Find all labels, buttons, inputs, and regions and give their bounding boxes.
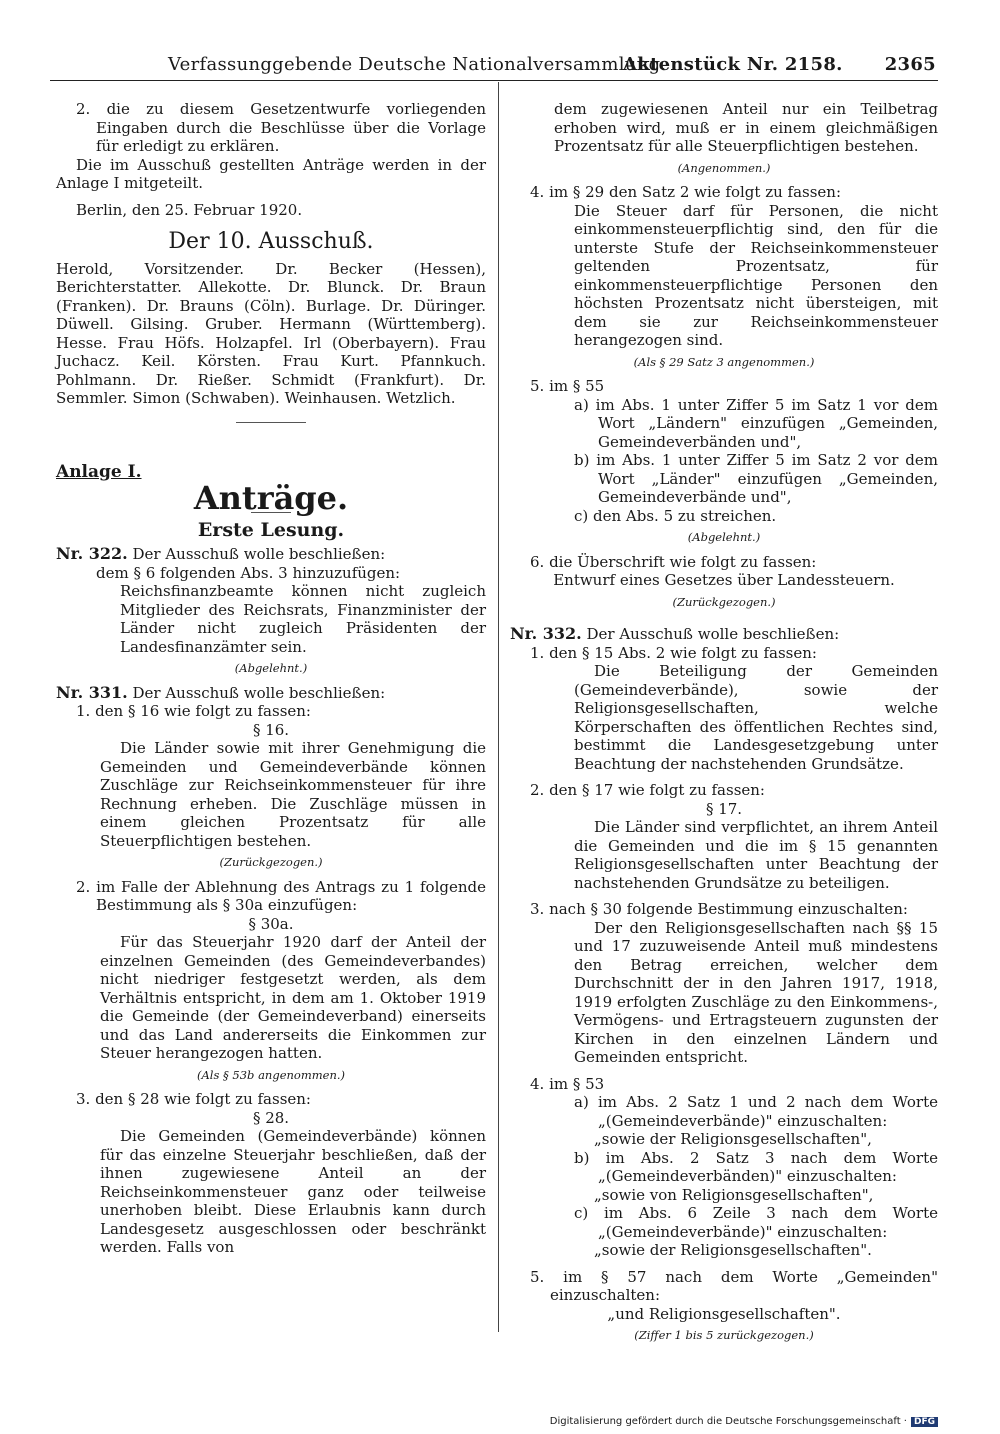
item5c: c) den Abs. 5 zu streichen.	[574, 506, 777, 525]
item4: 4. im § 29 den Satz 2 wie folgt zu fassen:	[530, 183, 842, 201]
paragraph-16: § 16.	[252, 720, 290, 739]
intro-text: Die im Ausschuß gestellten Anträge werden in der Anlage I mitgeteilt.	[56, 155, 486, 192]
nr322-quote: Reichsfinanzbeamte können nicht zugleich Mitglieder des Reichsrats, Finanzminister der Länder nicht zugleich Präsidenten der Landesfinanzämter sein.	[120, 582, 486, 656]
text-28: Die Gemeinden (Gemeindeverbände) können für das einzelne Steuerjahr beschließen, daß der ihnen zugewiesene Anteil an der Reichseinkommensteuer ganz oder teilweise unerhoben bleibt. Diese Erlaubnis kann durch Landesgesetz ausgeschlossen oder beschränkt werden. Falls von	[100, 1127, 486, 1256]
nr322-intro: Nr. 322. Der Ausschuß wolle beschließen:	[56, 544, 386, 563]
item5a: a) im Abs. 1 unter Ziffer 5 im Satz 1 vor dem Wort „Ländern" einzufügen „Gemeinden, Gemeindeverbänden und",	[574, 395, 938, 451]
nr322-line: dem § 6 folgenden Abs. 3 hinzuzufügen:	[96, 563, 401, 582]
header-document-number: Aktenstück Nr. 2158.	[623, 54, 843, 75]
item6: 6. die Überschrift wie folgt zu fassen:	[530, 552, 817, 571]
nr331-label: Nr. 331.	[56, 682, 128, 702]
committee-title: Der 10. Ausschuß.	[168, 229, 374, 254]
footer-text: Digitalisierung gefördert durch die Deutsche Forschungsgemeinschaft ·	[549, 1416, 907, 1427]
nr332-item4b: b) im Abs. 2 Satz 3 nach dem Worte „(Gemeindeverbänden)" einzuschalten:	[574, 1148, 938, 1185]
nr332-item4a: a) im Abs. 2 Satz 1 und 2 nach dem Worte „(Gemeindeverbände)" einzuschalten:	[574, 1093, 938, 1130]
antraege-heading: Anträge.	[193, 479, 349, 517]
anlage-heading: Anlage I.	[56, 461, 142, 482]
nr332-item5: 5. im § 57 nach dem Worte „Gemeinden" einzuschalten:	[530, 1267, 938, 1304]
nr332-quote4c: „sowie der Religionsgesellschaften".	[594, 1241, 872, 1259]
column-divider	[498, 82, 499, 1332]
continuation-text: dem zugewiesenen Anteil nur ein Teilbetrag erhoben wird, muß er in einem gleichmäßigen Prozentsatz für alle Steuerpflichtigen bestehen.	[554, 100, 938, 155]
nr332-item1: 1. den § 15 Abs. 2 wie folgt zu fassen:	[530, 643, 817, 662]
nr332-item3: 3. nach § 30 folgende Bestimmung einzuschalten:	[530, 900, 908, 918]
note-55: (Abgelehnt.)	[687, 530, 761, 544]
text-29: Die Steuer darf für Personen, die nicht einkommensteuerpflichtig sind, den für die unterste Stufe der Reichseinkommensteuer geltenden Prozentsatz, für einkommensteuerpflichtige Personen den höchsten Prozentsatz nicht übersteigen, mit dem sie zur Reichseinkommensteuer herangezogen sind.	[574, 201, 938, 349]
note-29: (Als § 29 Satz 3 angenommen.)	[633, 354, 815, 369]
nr331-intro: Nr. 331. Der Ausschuß wolle beschließen:	[56, 682, 386, 702]
left-column	[56, 100, 486, 1257]
header-rule	[50, 80, 938, 81]
nr322-label: Nr. 322.	[56, 544, 128, 563]
nr332-item2: 2. den § 17 wie folgt zu fassen:	[530, 781, 765, 799]
item5b: b) im Abs. 1 unter Ziffer 5 im Satz 2 vor dem Wort „Länder" einzufügen „Gemeinden, Gemeindeverbände und",	[574, 451, 938, 506]
nr331-item1: 1. den § 16 wie folgt zu fassen:	[76, 702, 311, 720]
item5: 5. im § 55	[530, 377, 605, 395]
dfg-logo: DFG	[911, 1417, 938, 1427]
nr332-note: (Ziffer 1 bis 5 zurückgezogen.)	[634, 1328, 814, 1342]
nr332-item4c: c) im Abs. 6 Zeile 3 nach dem Worte „(Gemeindeverbände)" einzuschalten:	[574, 1204, 938, 1241]
paragraph-28: § 28.	[252, 1108, 290, 1127]
nr332-intro: Nr. 332. Der Ausschuß wolle beschließen:	[510, 624, 840, 643]
separator	[236, 422, 306, 423]
text-16: Die Länder sowie mit ihrer Genehmigung die Gemeinden und Gemeindeverbände können Zuschläge zur Reichseinkommensteuer für ihre Rechnung erheben. Die Zuschläge müssen in einem gleichen Prozentsatz für alle Steuerpflichtigen bestehen.	[100, 739, 486, 850]
nr332-label: Nr. 332.	[510, 624, 582, 643]
footer	[550, 1416, 938, 1427]
text-30a: Für das Steuerjahr 1920 darf der Anteil der einzelnen Gemeinden (des Gemeindeverbandes) nicht niedriger festgesetzt werden, als dem Verhältnis entspricht, in dem am 1. Oktober 1919 die Gemeinde (der Gemeindeverband) einerseits und das Land andererseits die Einkommen zur Steuer herangezogen hatten.	[100, 933, 486, 1062]
page-header	[168, 54, 936, 78]
nr332-item4: 4. im § 53	[530, 1074, 605, 1093]
nr332-quote5: „und Religionsgesellschaften".	[607, 1304, 841, 1323]
header-title: Verfassunggebende Deutsche Nationalversammlung.	[168, 54, 667, 75]
right-column	[510, 100, 938, 1351]
intro-item: 2. die zu diesem Gesetzentwurfe vorliegenden Eingaben durch die Beschlüsse über die Vorlage für erledigt zu erklären.	[76, 100, 486, 155]
continuation-note: (Angenommen.)	[677, 160, 771, 175]
committee-members: Herold, Vorsitzender. Dr. Becker (Hessen), Berichterstatter. Allekotte. Dr. Blunck. Dr. Braun (Franken). Dr. Brauns (Cöln). Burlage. Dr. Düringer. Düwell. Gilsing. Gruber. Hermann (Württemberg). Hesse. Frau Höfs. Holzapfel. Irl (Oberbayern). Frau Juchacz. Keil. Körsten. Frau Kurt. Pfannkuch. Pohlmann. Dr. Rießer. Schmidt (Frankfurt). Dr. Semmler. Simon (Schwaben). Weinhausen. Wetzlich.	[56, 259, 486, 407]
text-6: Entwurf eines Gesetzes über Landessteuern.	[553, 571, 895, 589]
nr322-note: (Abgelehnt.)	[234, 661, 308, 675]
nr331-note1: (Zurückgezogen.)	[219, 855, 323, 869]
nr332-text1: Die Beteiligung der Gemeinden (Gemeindeverbände), sowie der Religionsgesellschaften, welche Körperschaften des öffentlichen Rechtes sind, bestimmt die Landesgesetzgebung unter Beachtung der nachstehenden Grundsätze.	[574, 662, 938, 773]
paragraph-17: § 17.	[705, 799, 743, 818]
nr332-quote4b: „sowie von Religionsgesellschaften",	[594, 1185, 874, 1204]
nr331-item2: 2. im Falle der Ablehnung des Antrags zu 1 folgende Bestimmung als § 30a einzufügen:	[76, 877, 486, 914]
nr331-note2: (Als § 53b angenommen.)	[196, 1067, 345, 1082]
paragraph-30a: § 30a.	[248, 914, 294, 933]
nr332-quote4a: „sowie der Religionsgesellschaften",	[594, 1130, 872, 1148]
page-number: 2365	[884, 54, 936, 75]
nr332-text3: Der den Religionsgesellschaften nach §§ 15 und 17 zuzuweisende Anteil muß mindestens den Betrag erreichen, welcher dem Durchschnitt der in den Jahren 1917, 1918, 1919 erfolgten Zuschläge zu den Einkommens-, Vermögens- und Ertragsteuern zugunsten der Kirchen in den einzelnen Ländern und Gemeinden entspricht.	[574, 918, 938, 1066]
note-6: (Zurückgezogen.)	[672, 594, 776, 609]
text-17: Die Länder sind verpflichtet, an ihrem Anteil die Gemeinden und die im § 15 genannten Religionsgesellschaften unter Beachtung der nachstehenden Grundsätze zu beteiligen.	[574, 818, 938, 892]
lesung-heading: Erste Lesung.	[197, 518, 345, 541]
nr331-item3: 3. den § 28 wie folgt zu fassen:	[76, 1090, 311, 1108]
date-line: Berlin, den 25. Februar 1920.	[76, 200, 303, 219]
